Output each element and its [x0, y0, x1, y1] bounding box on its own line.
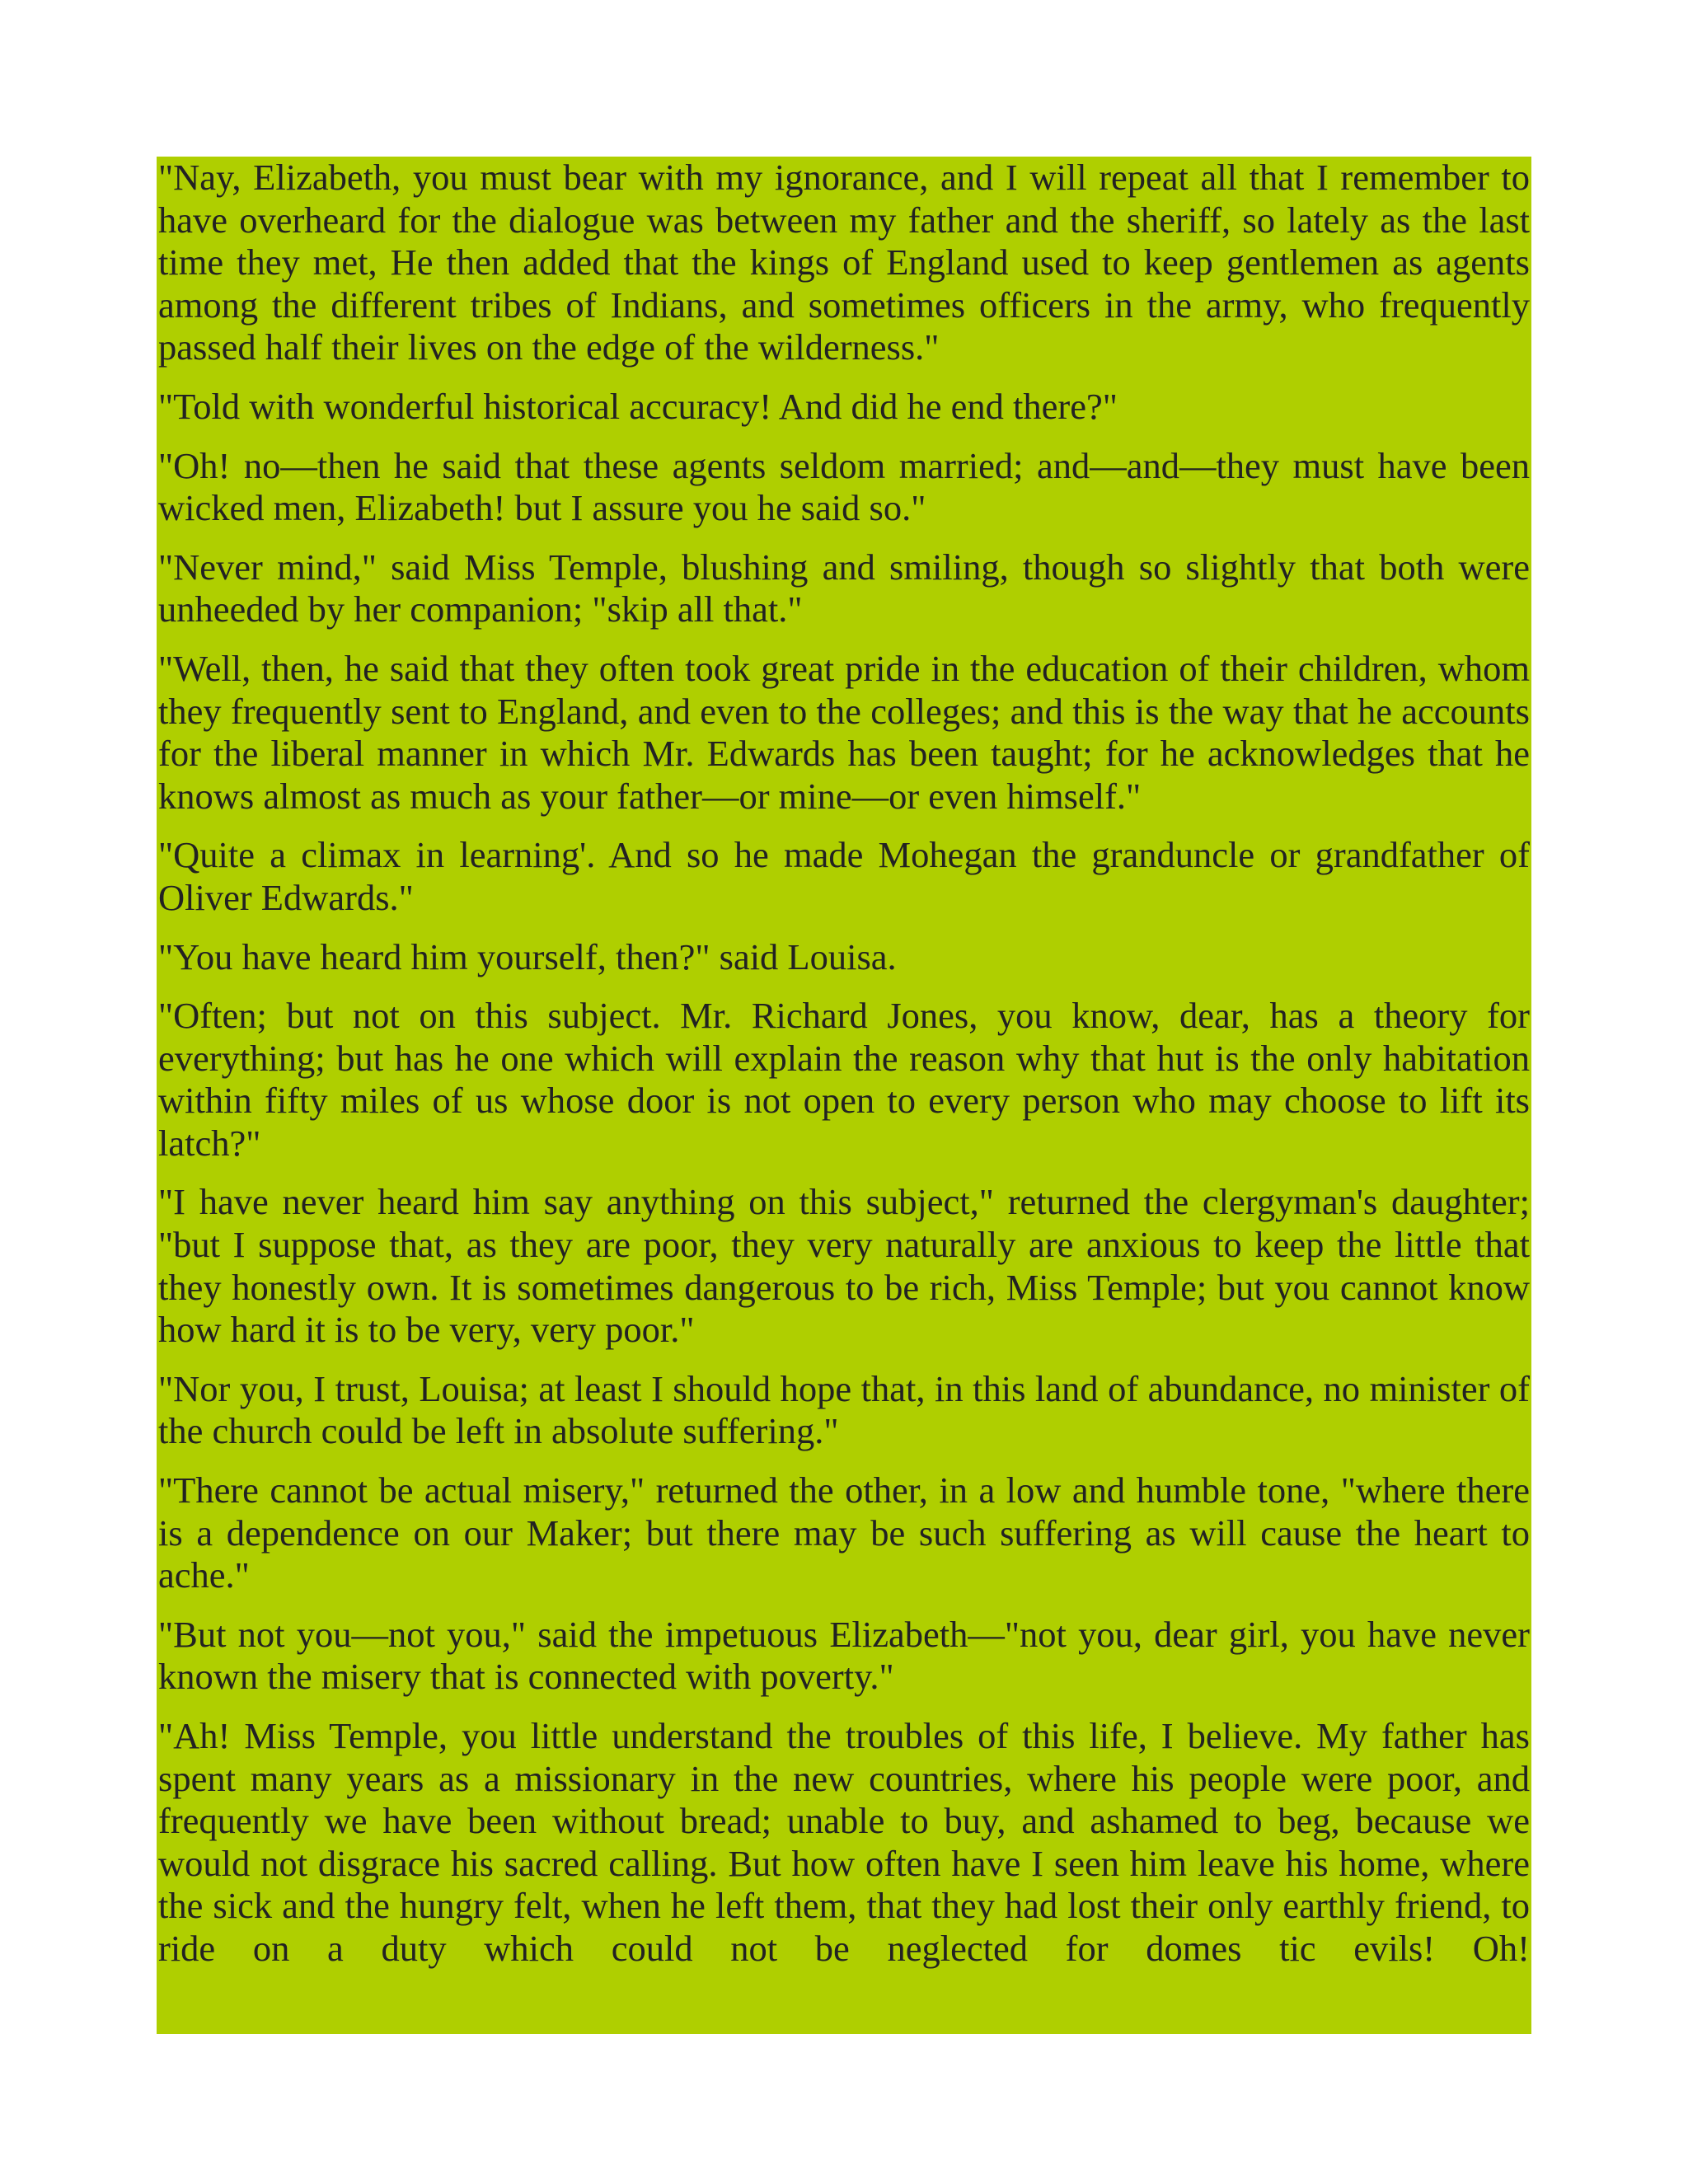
paragraph-4: "Never mind," said Miss Temple, blushing and smiling, though so slightly that both were unheeded by her companion; "skip all that." — [158, 546, 1530, 630]
text-block — [157, 157, 1531, 2034]
paragraph-10: "Nor you, I trust, Louisa; at least I should hope that, in this land of abundance, no minister of the church could be left in absolute suffering." — [158, 1367, 1530, 1452]
paragraph-2: "Told with wonderful historical accuracy! And did he end there?" — [158, 385, 1118, 427]
paragraph-13: "Ah! Miss Temple, you little understand the troubles of this life, I believe. My father has spent many years as a missionary in the new countries, where his people were poor, and frequently we have been without bread; unable to buy, and ashamed to beg, because we would not disgrace his sacred calling. But how often have I seen him leave his home, where the sick and the hungry felt, when he left them, that they had lost their only earthly friend, to ride on a duty which could not be neglected for domes tic evils! Oh! — [158, 1715, 1530, 1969]
paragraph-5: "Well, then, he said that they often took great pride in the education of their children, whom they frequently sent to England, and even to the colleges; and this is the way that he accounts for the liberal manner in which Mr. Edwards has been taught; for he acknowledges that he knows almost as much as your father—or mine—or even himself." — [158, 647, 1530, 817]
paragraph-3: "Oh! no—then he said that these agents seldom married; and—and—they must have been wicked men, Elizabeth! but I assure you he said so." — [158, 444, 1530, 529]
paragraph-9: "I have never heard him say anything on this subject," returned the clergyman's daughter; "but I suppose that, as they are poor, they very naturally are anxious to keep the little that they honestly own. It is sometimes dangerous to be rich, Miss Temple; but you cannot know how hard it is to be very, very poor." — [158, 1181, 1530, 1351]
paragraph-7: "You have heard him yourself, then?" said Louisa. — [158, 935, 897, 977]
paragraph-11: "There cannot be actual misery," returned the other, in a low and humble tone, "where there is a dependence on our Maker; but there may be such suffering as will cause the heart to ache." — [158, 1469, 1530, 1596]
paragraph-12: "But not you—not you," said the impetuous Elizabeth—"not you, dear girl, you have never known the misery that is connected with poverty." — [158, 1613, 1530, 1698]
paragraph-1: "Nay, Elizabeth, you must bear with my ignorance, and I will repeat all that I remember to have overheard for the dialogue was between my father and the sheriff, so lately as the last time they met, He then added that the kings of England used to keep gentlemen as agents among the different tribes of Indians, and sometimes officers in the army, who frequently passed half their lives on the edge of the wilderness." — [158, 157, 1530, 368]
paragraph-8: "Often; but not on this subject. Mr. Richard Jones, you know, dear, has a theory for everything; but has he one which will explain the reason why that hut is the only habitation within fifty miles of us whose door is not open to every person who may choose to lift its latch?" — [158, 995, 1530, 1164]
paragraph-6: "Quite a climax in learning'. And so he made Mohegan the granduncle or grandfather of Oliver Edwards." — [158, 834, 1530, 918]
